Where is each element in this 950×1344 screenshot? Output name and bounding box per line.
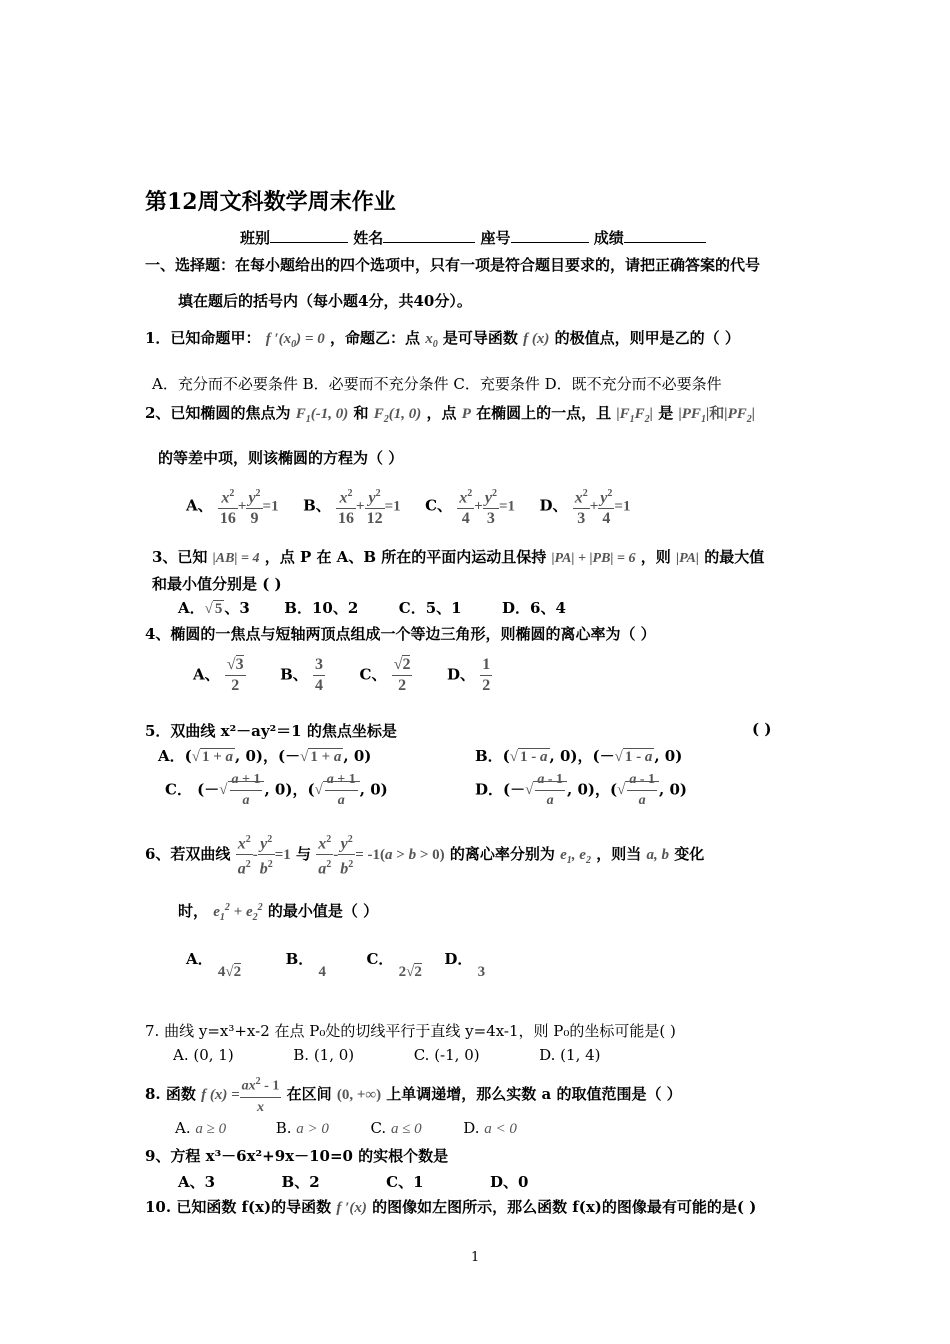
q9-options bbox=[178, 1171, 528, 1192]
q6-option-d-value: 3 bbox=[477, 964, 486, 980]
q5-a-start: A．( bbox=[158, 747, 192, 765]
q3-formula-ab: |AB| = 4 bbox=[212, 551, 260, 566]
q4-b-frac: $\frac{3}{4}$ bbox=[315, 656, 324, 694]
question-3 bbox=[152, 546, 764, 567]
q1-text-c: 是可导函数 bbox=[442, 329, 518, 347]
q2-text-e: 是 bbox=[658, 404, 674, 422]
q2-formula-f1: $F_1(-1$, 0) bbox=[295, 406, 349, 425]
q6-option-a-value: 4√2 bbox=[217, 964, 242, 980]
section-instruction-line1: 一、选择题：在每小题给出的四个选项中，只有一项是符合题目要求的，请把正确答案的代号 bbox=[145, 256, 761, 274]
q5-a-sqrt1: √ 1 + a bbox=[191, 748, 234, 765]
q2-formula-pf1: $|PF_1|$ bbox=[678, 406, 710, 425]
q2-a-frac-y: $\frac{y^2}{9}$ bbox=[246, 484, 262, 529]
q2-b-frac-y: $\frac{y^2}{12}$ bbox=[365, 484, 385, 529]
page-number: 1 bbox=[471, 1250, 480, 1265]
q5-c-start: C． (－ bbox=[165, 780, 220, 799]
question-9: 9、方程 x³－6x²+9x－10=0 的实根个数是 bbox=[145, 1147, 449, 1165]
q1-text-d: 的极值点，则甲是乙的（ ） bbox=[554, 329, 740, 347]
q6-option-b-label: B． bbox=[285, 950, 314, 968]
q2-formula-f2: $F_2(1$, 0) bbox=[373, 406, 422, 425]
q8-text-a: 8. 函数 bbox=[145, 1084, 196, 1103]
q8-option-c-value: a ≤ 0 bbox=[390, 1121, 422, 1137]
q8-text-c: 上单调递增，那么实数 a 的取值范围是（ ） bbox=[386, 1084, 682, 1103]
q3-formula-pa-pb: |PA| + |PB| = 6 bbox=[551, 551, 636, 566]
q5-b-start: B．( bbox=[475, 747, 510, 765]
q3-line2: 和最小值分别是 ( ) bbox=[152, 575, 282, 593]
q3-option-a-tail: 、3 bbox=[224, 599, 250, 617]
q2-option-c-label: C、 bbox=[425, 496, 453, 515]
q6-formula-sum: $e_1^2 + e_2^2$ bbox=[213, 902, 263, 923]
q2-text-b: 和 bbox=[353, 404, 369, 422]
q5-option-d bbox=[475, 770, 687, 811]
q6-line2b: 的最小值是（ ） bbox=[267, 902, 379, 920]
q5-c-sqrt2: √ $\frac{a + 1}{a}$ bbox=[315, 770, 360, 811]
q2-c-frac-y: $\frac{y^2}{3}$ bbox=[483, 484, 499, 529]
q3-text-c: ，则 bbox=[640, 548, 671, 566]
q5-a-mid: , 0)，(－ bbox=[235, 747, 301, 765]
q8-option-d-label: D. bbox=[463, 1119, 480, 1137]
q5-b-mid: , 0)，(－ bbox=[549, 747, 615, 765]
q6-option-a-label: A． bbox=[186, 950, 213, 968]
q1-text-a: 1．已知命题甲： bbox=[145, 329, 261, 347]
q3-sqrt5: √ 5 bbox=[204, 600, 223, 617]
q6-formula-e1e2: $e_1$, $e_2$ bbox=[560, 846, 591, 866]
q5-answer-paren: ( ) bbox=[752, 720, 772, 738]
q1-options: A．充分而不必要条件 B．必要而不充分条件 C．充要条件 D．既不充分而不必要条件 bbox=[152, 375, 722, 393]
name-blank[interactable] bbox=[383, 228, 475, 243]
q6-text-c: 的离心率分别为 bbox=[449, 844, 555, 863]
seat-label: 座号 bbox=[480, 229, 511, 247]
student-info-line bbox=[240, 227, 706, 248]
q2-text-g: 的等差中项，则该椭圆的方程为（ ） bbox=[158, 449, 404, 467]
q6-line2 bbox=[178, 900, 378, 923]
q9-option-c: C、1 bbox=[386, 1173, 424, 1191]
q7-option-d: D. (1, 4) bbox=[539, 1046, 601, 1064]
q2-option-b-label: B、 bbox=[303, 496, 331, 515]
q6-frac4: $\frac{y^2}{b^2}$ bbox=[338, 830, 355, 880]
q10-formula-fprime: f ′(x) bbox=[336, 1200, 367, 1216]
q6-text-a: 6、若双曲线 bbox=[145, 844, 231, 863]
score-label: 成绩 bbox=[593, 229, 624, 247]
q5-a-sqrt2: √ 1 + a bbox=[300, 748, 342, 765]
q4-options bbox=[193, 655, 492, 696]
q5-b-sqrt2: √ 1 - a bbox=[614, 748, 653, 765]
q2-option-a-label: A、 bbox=[186, 496, 213, 515]
q6-text-d: ，则当 bbox=[596, 844, 642, 863]
q6-options bbox=[186, 948, 486, 980]
q5-a-end: , 0) bbox=[343, 747, 372, 765]
q1-formula-derivative: f $'(x_0) = 0$ bbox=[265, 331, 325, 350]
question-2 bbox=[145, 402, 755, 425]
q4-c-frac: $\frac{√2}{2}$ bbox=[393, 656, 411, 694]
q3-options bbox=[178, 597, 566, 618]
q3-option-b: B．10、2 bbox=[284, 599, 359, 617]
q4-a-frac: $\frac{√3}{2}$ bbox=[226, 656, 244, 694]
q2-text-a: 2、已知椭圆的焦点为 bbox=[145, 404, 291, 422]
q6-formula-ab: a, b bbox=[646, 846, 669, 863]
q7-option-a: A. (0, 1) bbox=[173, 1046, 234, 1064]
score-blank[interactable] bbox=[624, 228, 706, 243]
q2-text-c: ，点 bbox=[426, 404, 457, 422]
q2-formula-p: P bbox=[461, 406, 471, 422]
page-title: 第12周文科数学周末作业 bbox=[145, 189, 396, 215]
q8-option-a-label: A. bbox=[175, 1119, 191, 1137]
q1-formula-x0: $x_0$ bbox=[425, 331, 438, 350]
q5-d-sqrt2: √ $\frac{a - 1}{a}$ bbox=[617, 770, 659, 811]
q7-option-c: C. (-1, 0) bbox=[413, 1046, 480, 1064]
q2-formula-pf2: $|PF_2|$ bbox=[724, 406, 756, 425]
q8-frac: $\frac{ax^2 - 1}{x}$ bbox=[240, 1072, 282, 1118]
q5-c-end: , 0) bbox=[359, 780, 388, 799]
q8-option-b-label: B. bbox=[275, 1119, 292, 1137]
q2-text-f: 和 bbox=[709, 406, 725, 422]
q10-tail: 的图像如左图所示，那么函数 f(x)的图像最有可能的是( ) bbox=[372, 1198, 757, 1216]
name-label: 姓名 bbox=[353, 229, 384, 247]
q5-option-c bbox=[165, 770, 388, 811]
q3-text-b: ，点 P 在 A、B 所在的平面内运动且保持 bbox=[264, 548, 547, 566]
question-4: 4、椭圆的一焦点与短轴两顶点组成一个等边三角形，则椭圆的离心率为（ ） bbox=[145, 625, 656, 643]
q6-text-b: 与 bbox=[295, 844, 311, 863]
q8-formula-fx: f (x) = bbox=[201, 1086, 240, 1103]
q6-line2a: 时， bbox=[178, 902, 209, 920]
q9-option-a: A、3 bbox=[178, 1173, 216, 1191]
q5-option-a bbox=[158, 745, 371, 766]
question-6: 6、若双曲线 $\frac{x^2}{a^2}$ - $\frac{y^2}{b^2}$ =1 与 $\frac{x^2}{a^2}$ - $\frac{y^2}{b^2}$ = -1(a > b > 0) 的离心率分别为 $e_1$, $e_2$ ，则当 a, b 变化 bbox=[145, 830, 704, 880]
q3-option-c: C．5、1 bbox=[398, 599, 462, 617]
q8-formula-interval: (0, +∞) bbox=[336, 1086, 382, 1103]
question-7: 7. 曲线 y=x³+x-2 在点 P₀处的切线平行于直线 y=4x-1，则 P₀的坐标可能是( ) bbox=[145, 1022, 676, 1040]
q4-d-frac: $\frac{1}{2}$ bbox=[482, 656, 491, 694]
q5-b-sqrt1: √ 1 - a bbox=[509, 748, 548, 765]
q5-d-end: , 0) bbox=[659, 780, 687, 799]
q9-option-b: B、2 bbox=[281, 1173, 320, 1191]
q5-b-end: , 0) bbox=[654, 747, 683, 765]
question-5: 5．双曲线 x²－ay²＝1 的焦点坐标是 bbox=[145, 722, 397, 740]
q5-d-mid: , 0)，( bbox=[567, 780, 618, 799]
q3-option-a-label: A． bbox=[178, 599, 205, 617]
q5-c-sqrt1: √ $\frac{a + 1}{a}$ bbox=[219, 770, 264, 811]
q1-text-b: ，命题乙：点 bbox=[329, 329, 420, 347]
q1-formula-fx: f (x) bbox=[523, 331, 550, 347]
q2-options: A、 $\frac{x^2}{16}$ + $\frac{y^2}{9}$ =1 B、 $\frac{x^2}{16}$ + $\frac{y^2}{12}$ =1 C、 $\frac{x^2}{4}$ + $\frac{y^2}{3}$ =1 D、 $\frac{x^2}{3}$ + $\frac{y^2}{4}$ =1 bbox=[186, 484, 630, 529]
q6-frac1: $\frac{x^2}{a^2}$ bbox=[236, 830, 253, 880]
q4-option-c-label: C、 bbox=[359, 665, 387, 684]
q5-c-mid: , 0)，( bbox=[264, 780, 315, 799]
q2-b-frac-x: $\frac{x^2}{16}$ bbox=[336, 484, 356, 529]
q8-option-b-value: a > 0 bbox=[296, 1121, 329, 1137]
q4-option-a-label: A、 bbox=[193, 665, 220, 684]
q2-d-frac-x: $\frac{x^2}{3}$ bbox=[573, 484, 590, 529]
q4-option-d-label: D、 bbox=[446, 665, 475, 684]
q3-option-d: D．6、4 bbox=[502, 599, 566, 617]
class-blank[interactable] bbox=[270, 228, 348, 243]
q6-frac2: $\frac{y^2}{b^2}$ bbox=[258, 830, 275, 880]
q5-d-start: D．(－ bbox=[475, 780, 526, 799]
q5-d-sqrt1: √ $\frac{a - 1}{a}$ bbox=[525, 770, 567, 811]
q3-formula-pa: |PA| bbox=[675, 551, 700, 566]
q2-text-d: 在椭圆上的一点，且 bbox=[476, 404, 612, 422]
q6-frac3: $\frac{x^2}{a^2}$ bbox=[316, 830, 333, 880]
q2-option-d-label: D、 bbox=[539, 496, 568, 515]
q3-text-a: 3、已知 bbox=[152, 548, 208, 566]
q8-text-b: 在区间 bbox=[286, 1084, 332, 1103]
q2-formula-f1f2: $|F_1F_2|$ bbox=[616, 406, 653, 425]
q4-option-b-label: B、 bbox=[280, 665, 308, 684]
q6-option-b-value: 4 bbox=[318, 964, 326, 980]
seat-blank[interactable] bbox=[511, 228, 589, 243]
q7-option-b: B. (1, 0) bbox=[293, 1046, 355, 1064]
q6-option-c-label: C． bbox=[366, 950, 394, 968]
q6-option-d-label: D． bbox=[444, 950, 473, 968]
q6-text-e: 变化 bbox=[674, 844, 705, 863]
q2-d-frac-y: $\frac{y^2}{4}$ bbox=[598, 484, 614, 529]
q3-text-d: 的最大值 bbox=[704, 548, 765, 566]
q8-option-c-label: C. bbox=[370, 1119, 387, 1137]
q2-c-frac-x: $\frac{x^2}{4}$ bbox=[457, 484, 474, 529]
q7-options bbox=[173, 1046, 601, 1064]
q8-option-d-value: a < 0 bbox=[484, 1121, 517, 1137]
section-instruction-line2: 填在题后的括号内（每小题4分，共40分）。 bbox=[178, 292, 472, 310]
class-label: 班别 bbox=[240, 229, 271, 247]
q8-option-a-value: a ≥ 0 bbox=[195, 1121, 227, 1137]
q5-option-b bbox=[475, 745, 682, 766]
question-8 bbox=[145, 1072, 682, 1118]
q8-options bbox=[175, 1119, 517, 1138]
q2-a-frac-x: $\frac{x^2}{16}$ bbox=[218, 484, 238, 529]
question-10 bbox=[145, 1196, 756, 1217]
q6-option-c-value: 2√2 bbox=[398, 964, 422, 980]
question-1 bbox=[145, 327, 740, 350]
q10-text: 10. 已知函数 f(x)的导函数 bbox=[145, 1198, 332, 1216]
q9-option-d: D、0 bbox=[490, 1173, 529, 1191]
